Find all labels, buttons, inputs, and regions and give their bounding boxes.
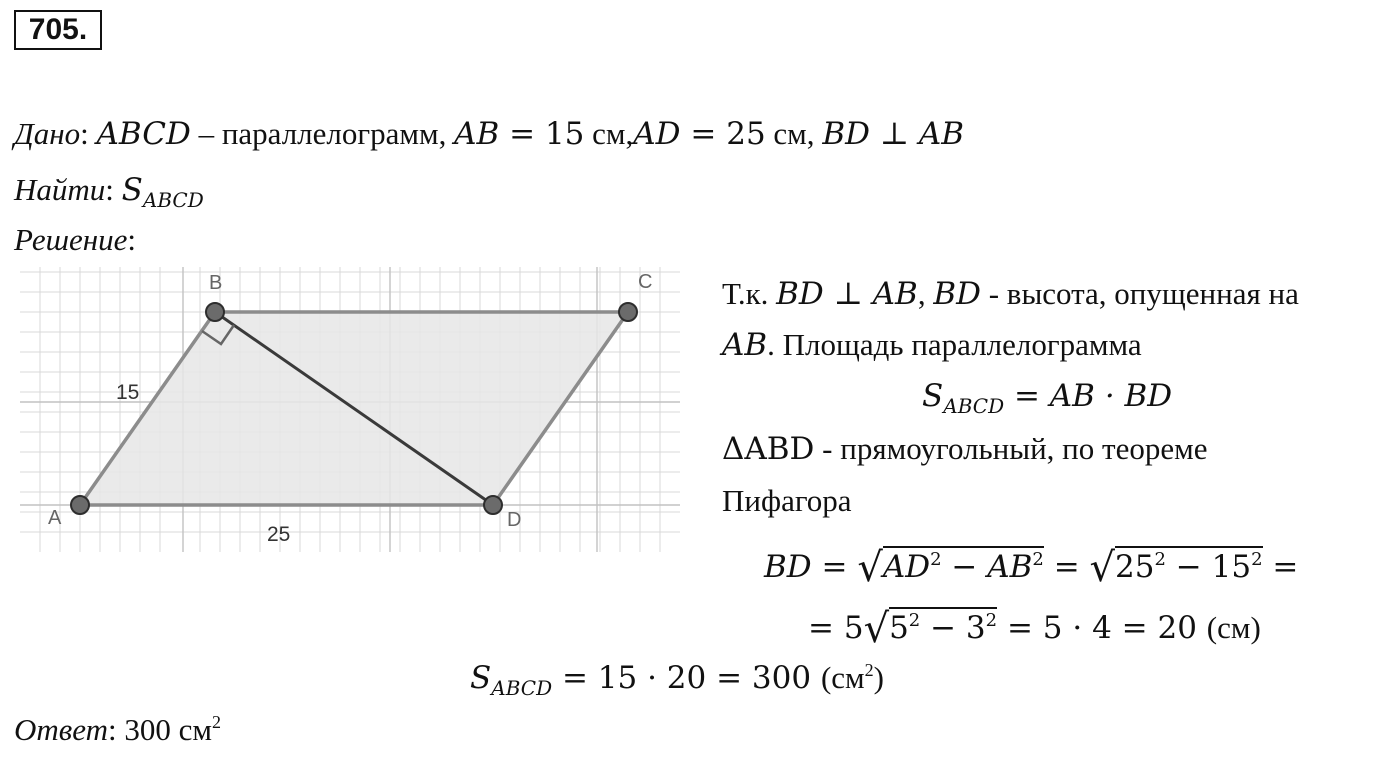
bd-eq-end: = (1262, 549, 1299, 585)
solution-label: Решение (14, 222, 128, 257)
radical-sign-2: √ (1089, 545, 1116, 591)
point-d (484, 496, 502, 514)
label-a: A (48, 507, 62, 529)
expl-bd: BD (776, 276, 824, 312)
radicand-1 (883, 546, 1044, 585)
answer-line (14, 712, 221, 748)
find-s-sub: ABCD (142, 188, 204, 212)
radical-sign-3: √ (863, 606, 890, 652)
label-d: D (507, 509, 522, 531)
answer-value: 300 см (116, 712, 212, 747)
expl-text-2: . Площадь параллелограмма (767, 327, 1142, 362)
formula-sub: ABCD (943, 394, 1005, 418)
given-dash-text: – параллелограмм, (190, 116, 455, 151)
radicand-2-a: 25 (1115, 549, 1155, 585)
area-rhs: = 15 · 20 = 300 (552, 660, 821, 696)
given-ad: AD (633, 116, 681, 152)
given-comma: , (625, 116, 634, 151)
triangle-name: ΔABD (722, 431, 815, 467)
radicand-2-sq-2: 2 (1251, 549, 1263, 570)
radicand-1-ab: − AB (941, 549, 1033, 585)
given-perp-rhs: AB (918, 116, 964, 152)
answer-sup: 2 (211, 712, 221, 732)
given-ab: AB (454, 116, 500, 152)
solution-line (14, 222, 136, 258)
area-unit-open: (см (820, 660, 865, 695)
formula-s: S (922, 378, 944, 414)
point-a (71, 496, 89, 514)
explanation-line-3 (722, 431, 1207, 467)
given-figure: ABCD (96, 116, 191, 152)
explanation-line-1 (722, 276, 1299, 312)
find-label: Найти (14, 172, 106, 207)
radicand-3-a: 5 (889, 610, 909, 646)
expl-comma: , (917, 276, 934, 311)
solution-colon: : (127, 222, 136, 257)
formula-rhs: = AB · BD (1004, 378, 1173, 414)
point-b (206, 303, 224, 321)
explanation-line-4 (722, 483, 852, 519)
explanation-line-2 (722, 327, 1142, 363)
given-line (14, 116, 964, 152)
radicand-3 (889, 607, 997, 646)
expl-text-1: - высота, опущенная на (980, 276, 1299, 311)
label-side-ab: 15 (116, 381, 140, 404)
label-c: C (638, 271, 653, 293)
given-unit-2: см, (765, 116, 823, 151)
bd-lhs: BD = (764, 549, 858, 585)
pythagoras-text: Пифагора (722, 483, 852, 518)
parallelogram-diagram (0, 262, 700, 562)
answer-label: Ответ (14, 712, 108, 747)
area-s: S (470, 660, 492, 696)
radicand-2 (1115, 546, 1263, 585)
area-result (470, 660, 884, 700)
bd2-unit: (см) (1206, 610, 1261, 645)
radicand-1-ad: AD (882, 549, 931, 585)
triangle-text: - прямоугольный, по теореме (814, 431, 1208, 466)
radicand-2-b: − 15 (1165, 549, 1252, 585)
radicand-3-sq-1: 2 (908, 610, 921, 631)
expl-tk: Т.к. (722, 276, 777, 311)
problem-number: 705. (14, 10, 102, 50)
given-eq-2: = (680, 116, 727, 152)
label-side-ad: 25 (267, 523, 291, 546)
given-ab-value: 15 (544, 116, 585, 152)
given-ad-value: 25 (726, 116, 766, 152)
given-perp: ⊥ (869, 116, 919, 152)
expl-ab-2: AB (722, 327, 768, 363)
radicand-1-sq-2: 2 (1032, 549, 1044, 570)
expl-perp: ⊥ (823, 276, 873, 312)
given-eq-1: = (499, 116, 545, 152)
given-label: Дано (14, 116, 81, 151)
area-unit-sup: 2 (864, 660, 874, 680)
bd2-end: = 5 · 4 = 20 (997, 610, 1207, 646)
radicand-3-sq-2: 2 (985, 610, 998, 631)
point-c (619, 303, 637, 321)
bd-calculation-2 (808, 606, 1261, 652)
label-b: B (209, 272, 223, 294)
bd2-start: = 5 (808, 610, 864, 646)
radicand-2-sq-1: 2 (1154, 549, 1166, 570)
answer-colon: : (107, 712, 117, 747)
radicand-1-sq-1: 2 (930, 549, 942, 570)
radicand-3-b: − 3 (920, 610, 986, 646)
bd-calculation (764, 545, 1298, 591)
given-perp-lhs: BD (822, 116, 870, 152)
find-s: S (121, 172, 143, 208)
radical-sign-1: √ (857, 545, 883, 591)
expl-bd-2: BD (933, 276, 981, 312)
find-line (14, 172, 204, 212)
expl-ab: AB (872, 276, 918, 312)
given-colon: : (80, 116, 89, 151)
bd-eq-mid: = (1043, 549, 1090, 585)
area-unit-close: ) (873, 660, 884, 695)
area-sub: ABCD (491, 676, 553, 700)
find-colon: : (105, 172, 114, 207)
given-unit-1: см (584, 116, 626, 151)
area-formula (922, 378, 1172, 418)
